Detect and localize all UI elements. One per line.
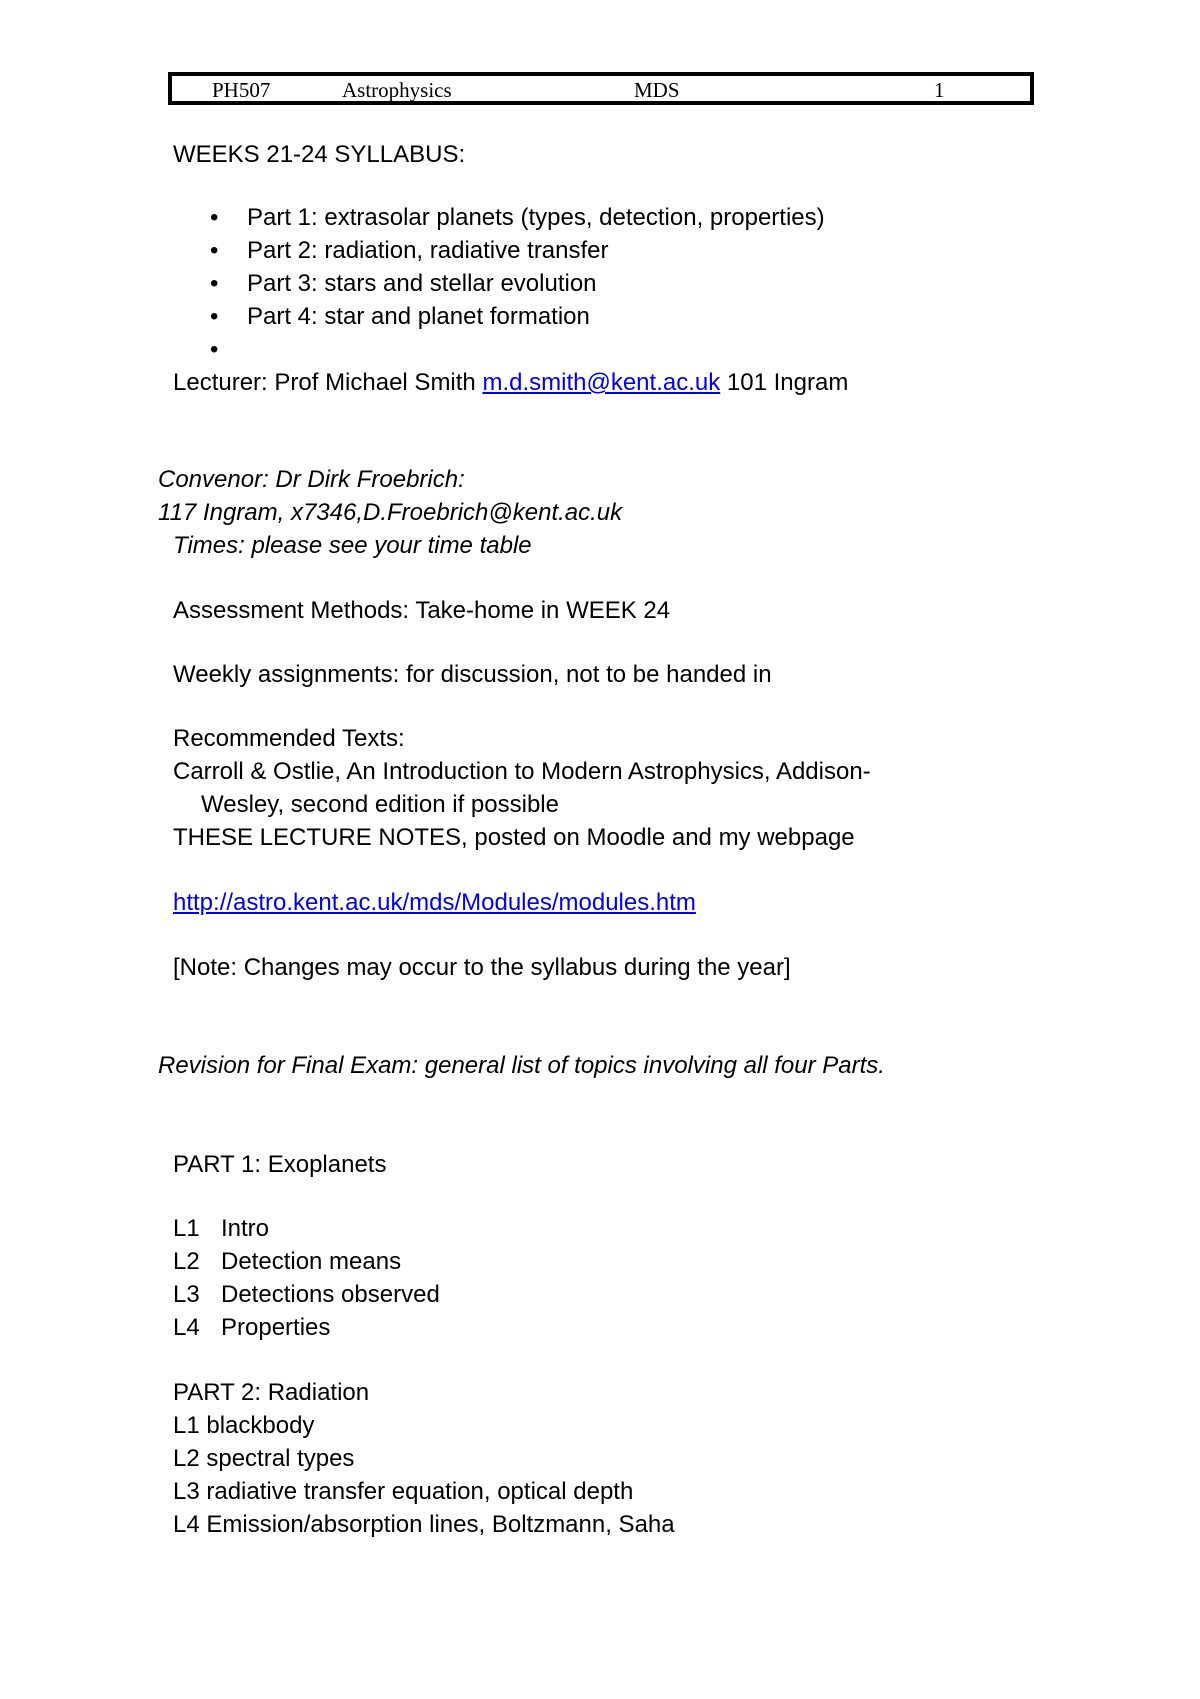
page-header (168, 72, 1034, 105)
bullet-icon: • (210, 204, 219, 231)
bullet-icon: • (210, 303, 219, 330)
list-item: Part 3: stars and stellar evolution (247, 270, 597, 297)
recommended-text-1: Carroll & Ostlie, An Introduction to Modern Astrophysics, Addison- (173, 758, 871, 785)
page-number: 1 (934, 78, 945, 102)
lecture-number: L3 (173, 1281, 200, 1308)
lecture-number: L1 (173, 1215, 200, 1242)
bullet-icon: • (210, 270, 219, 297)
list-item: L1 blackbody (173, 1412, 315, 1439)
course-subject: Astrophysics (342, 78, 452, 102)
list-item (173, 1247, 401, 1277)
list-item: Part 2: radiation, radiative transfer (247, 237, 609, 264)
convenor-name: Convenor: Dr Dirk Froebrich: (158, 466, 465, 493)
list-item: Part 4: star and planet formation (247, 303, 590, 330)
list-item: Part 1: extrasolar planets (types, detection, properties) (247, 204, 825, 231)
course-code: PH507 (212, 78, 271, 102)
lecturer-label: Lecturer: Prof Michael Smith (173, 369, 483, 396)
list-item: L3 radiative transfer equation, optical depth (173, 1478, 634, 1505)
lecturer-line (173, 368, 848, 398)
weekly-assignments: Weekly assignments: for discussion, not to be handed in (173, 661, 772, 688)
list-item (173, 1280, 440, 1310)
revision-note: Revision for Final Exam: general list of topics involving all four Parts. (158, 1052, 885, 1079)
lecture-title: Intro (221, 1215, 270, 1242)
syllabus-change-note: [Note: Changes may occur to the syllabus during the year] (173, 954, 791, 981)
bullet-icon: • (210, 336, 219, 363)
lecture-title: Detections observed (221, 1281, 440, 1308)
convenor-contact: 117 Ingram, x7346,D.Froebrich@kent.ac.uk (158, 499, 623, 526)
list-item (173, 1313, 330, 1343)
assessment-methods: Assessment Methods: Take-home in WEEK 24 (173, 597, 671, 624)
part1-heading: PART 1: Exoplanets (173, 1151, 387, 1178)
lecturer-room: 101 Ingram (720, 369, 849, 396)
list-item: L4 Emission/absorption lines, Boltzmann, Saha (173, 1511, 675, 1538)
syllabus-title: WEEKS 21-24 SYLLABUS: (173, 141, 466, 168)
list-item: L2 spectral types (173, 1445, 355, 1472)
lecture-number: L2 (173, 1248, 200, 1275)
times-note: Times: please see your time table (173, 532, 532, 559)
list-item (173, 1214, 269, 1244)
recommended-text-1-cont: Wesley, second edition if possible (201, 791, 559, 818)
part2-heading: PART 2: Radiation (173, 1379, 370, 1406)
modules-url-link[interactable]: http://astro.kent.ac.uk/mds/Modules/modules.htm (173, 889, 696, 916)
modules-url-line (173, 888, 696, 918)
recommended-text-2: THESE LECTURE NOTES, posted on Moodle and my webpage (173, 824, 855, 851)
lecture-title: Detection means (221, 1248, 402, 1275)
lecturer-email-link[interactable]: m.d.smith@kent.ac.uk (482, 369, 721, 396)
lecture-title: Properties (221, 1314, 331, 1341)
bullet-icon: • (210, 237, 219, 264)
author-initials: MDS (634, 78, 680, 102)
lecture-number: L4 (173, 1314, 200, 1341)
recommended-texts-heading: Recommended Texts: (173, 725, 405, 752)
